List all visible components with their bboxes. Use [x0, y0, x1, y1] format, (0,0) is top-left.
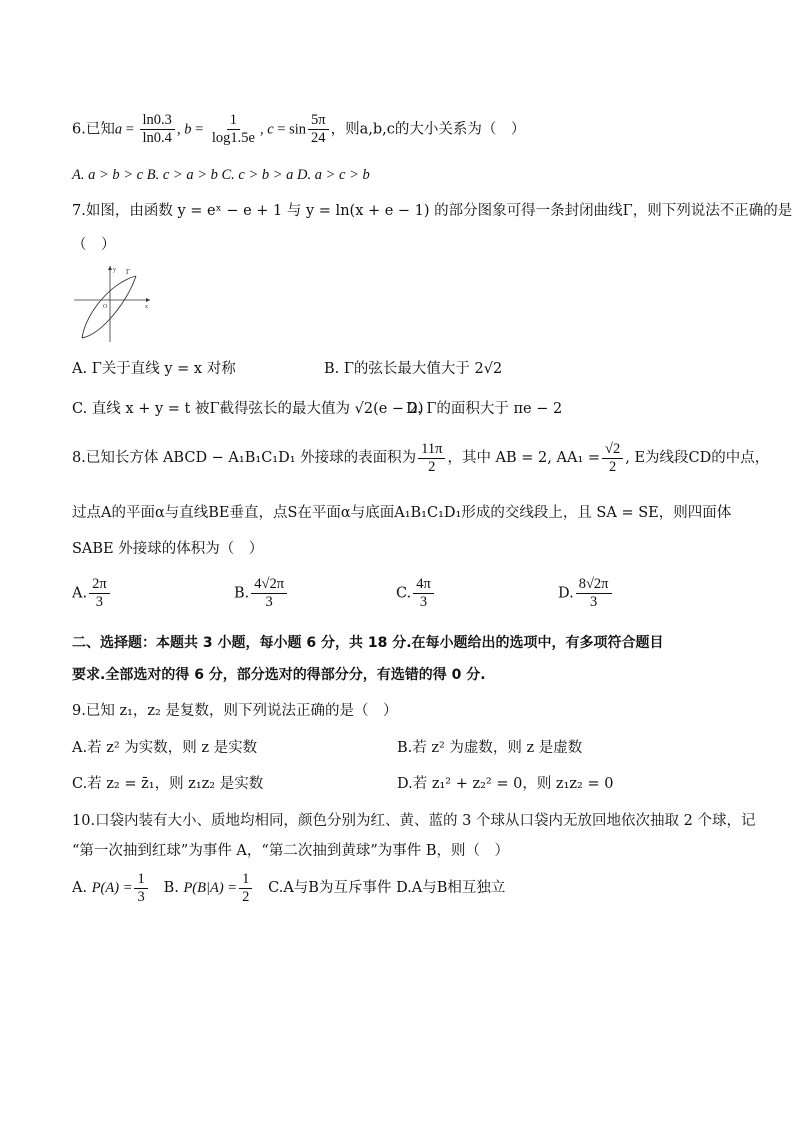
question-10-options: A. P(A) = $\frac{1}{3}$ B. P(B|A) = $\frac{1}{2}$ C.A与B为互斥事件 D.A与B相互独立	[72, 870, 506, 905]
question-9-option-b: B.若 z² 为虚数，则 z 是虚数	[397, 740, 583, 756]
x-axis-arrow	[146, 298, 150, 302]
question-10-stem-line-1: 10.口袋内装有大小、质地均相同，颜色分别为红、黄、蓝的 3 个球从口袋内无放回地依次抽取 2 个球，记	[72, 813, 756, 829]
question-9-stem: 9.已知 z₁，z₂ 是复数，则下列说法正确的是（ ）	[72, 703, 398, 719]
question-6-stem: 6.已知a = $\frac{\ln 0.3}{\ln 0.4}$ , b = $\frac{1}{\log 1.5e}$ , c = sin $\frac{5\pi}{24}$ ，则a,b,c的大小关系为（ ）	[72, 112, 526, 146]
question-8-option-c: C. $\frac{4\pi}{3}$	[396, 576, 436, 611]
question-9-option-d: D.若 z₁² + z₂² = 0，则 z₁z₂ = 0	[397, 776, 614, 792]
x-label: x	[145, 304, 148, 310]
question-7-stem: 7.如图，由函数 y = eˣ − e + 1 与 y = ln(x + e − 1) 的部分图象可得一条封闭曲线Γ，则下列说法不正确的是	[72, 203, 793, 219]
section-2-heading-line-1: 二、选择题：本题共 3 小题，每小题 6 分，共 18 分.在每小题给出的选项中，有多项符合题目	[72, 635, 664, 651]
y-axis-arrow	[108, 266, 112, 270]
question-7-stem-continued: （ ）	[72, 237, 116, 253]
question-7-option-b: B. Γ的弦长最大值大于 2√2	[324, 361, 503, 377]
question-8-line-2: 过点A的平面α与直线BE垂直，点S在平面α与底面A₁B₁C₁D₁形成的交线段上，且 SA = SE，则四面体	[72, 505, 732, 521]
question-7-option-d: D. Γ的面积大于 πe − 2	[406, 401, 563, 417]
question-8-option-b: B. $\frac{4√2\pi}{3}$	[234, 576, 289, 611]
question-8-option-d: D. $\frac{8√2\pi}{3}$	[558, 576, 614, 611]
curve-exp	[82, 276, 136, 338]
gamma-label: Γ	[126, 268, 131, 276]
question-6-options: A. a > b > c B. c > a > b C. c > b > a D. a > c > b	[72, 167, 370, 183]
curve-ln	[82, 276, 136, 338]
question-10-stem-line-2: “第一次抽到红球”为事件 A，“第二次抽到黄球”为事件 B，则（ ）	[72, 843, 509, 859]
origin-label: O	[103, 304, 108, 310]
question-9-option-c: C.若 z₂ = z̄₁，则 z₁z₂ 是实数	[72, 776, 264, 792]
question-7-option-a: A. Γ关于直线 y = x 对称	[72, 361, 236, 377]
section-2-heading-line-2: 要求.全部选对的得 6 分，部分选对的得部分分，有选错的得 0 分.	[72, 667, 486, 683]
question-9-option-a: A.若 z² 为实数，则 z 是实数	[72, 740, 258, 756]
question-8-option-a: A. $\frac{2\pi}{3}$	[72, 576, 112, 611]
y-label: y	[113, 267, 116, 273]
question-7-option-c: C. 直线 x + y = t 被Γ截得弦长的最大值为 √2(e − 2)	[72, 401, 424, 417]
closed-curve-figure	[72, 262, 152, 344]
question-8-stem: 8.已知长方体 ABCD − A₁B₁C₁D₁ 外接球的表面积为 $\frac{11\pi}{2}$ ，其中 AB = 2, AA₁ = $\frac{√2}{2}$ , E为线段CD的中点，	[72, 440, 770, 475]
question-8-line-3: SABE 外接球的体积为（ ）	[72, 541, 264, 557]
